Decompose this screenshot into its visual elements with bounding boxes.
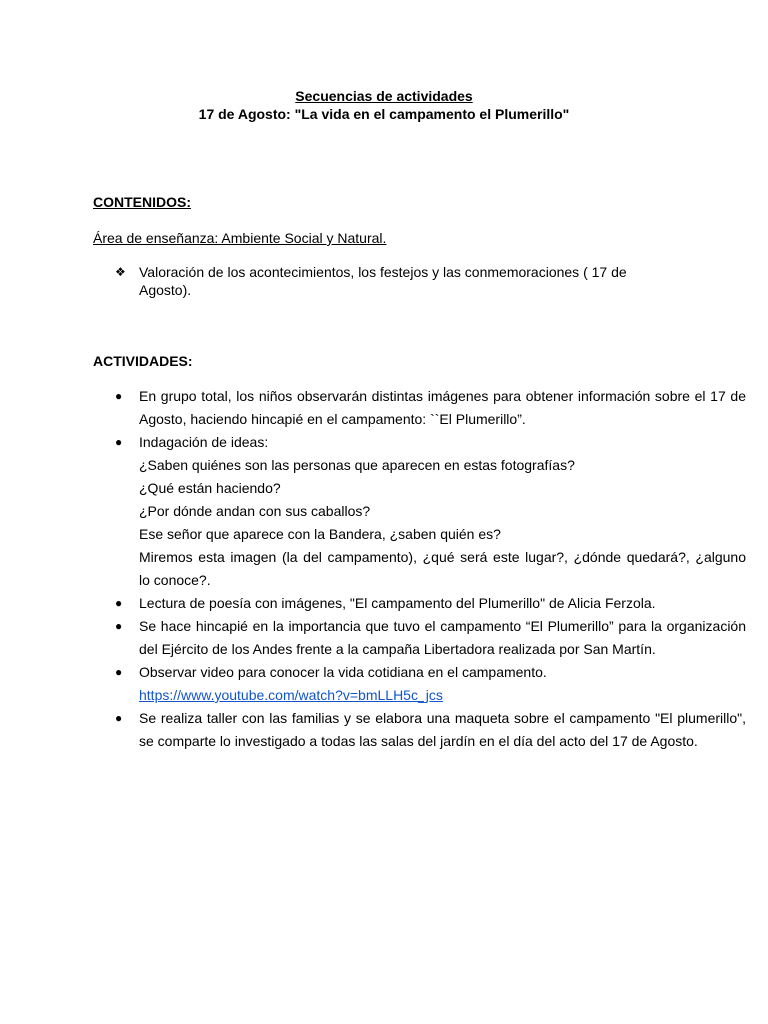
- actividad-item: [115, 431, 746, 592]
- bullet-icon: ●: [115, 619, 123, 633]
- actividad-line: ¿Qué están haciendo?: [139, 480, 281, 496]
- actividad-item: [115, 592, 746, 615]
- actividad-line: En grupo total, los niños observarán distintas imágenes para obtener información sobre el 17 de: [139, 388, 746, 404]
- bullet-icon: ●: [115, 389, 123, 403]
- document-title: [0, 87, 768, 105]
- actividad-line: Indagación de ideas:: [139, 434, 269, 450]
- bullet-icon: ●: [115, 596, 123, 610]
- actividad-line: lo conoce?.: [139, 572, 211, 588]
- actividad-line: se comparte lo investigado a todas las salas del jardín en el día del acto del 17 de Agosto.: [139, 733, 698, 749]
- contenidos-list-item: [115, 263, 655, 299]
- contenidos-item-text: [139, 263, 655, 299]
- actividad-line: Agosto, haciendo hincapié en el campamento: ``El Plumerillo”.: [139, 411, 526, 427]
- actividad-line: Observar video para conocer la vida cotidiana en el campamento.: [139, 664, 547, 680]
- contenidos-item-line: Valoración de los acontecimientos, los festejos y las conmemoraciones ( 17 de: [139, 264, 627, 280]
- actividad-line: Miremos esta imagen (la del campamento), ¿qué será este lugar?, ¿dónde quedará?, ¿alguno: [139, 549, 746, 565]
- document-title-text: Secuencias de actividades: [295, 88, 473, 104]
- actividad-line: Se realiza taller con las familias y se elabora una maqueta sobre el campamento "El plumerillo",: [139, 710, 746, 726]
- video-link-line: [139, 684, 746, 707]
- actividad-line: Se hace hincapié en la importancia que tuvo el campamento “El Plumerillo” para la organización: [139, 618, 746, 634]
- actividad-line: del Ejército de los Andes frente a la campaña Libertadora realizada por San Martín.: [139, 641, 656, 657]
- actividad-line: Ese señor que aparece con la Bandera, ¿saben quién es?: [139, 526, 501, 542]
- actividad-item: [115, 661, 746, 707]
- actividad-line: ¿Saben quiénes son las personas que aparecen en estas fotografías?: [139, 457, 575, 473]
- actividad-item: [115, 385, 746, 431]
- actividad-item: [115, 707, 746, 753]
- bullet-icon: ●: [115, 711, 123, 725]
- actividad-line: ¿Por dónde andan con sus caballos?: [139, 503, 371, 519]
- area-de-ensenanza: Área de enseñanza: Ambiente Social y Natural.: [93, 230, 387, 246]
- bullet-icon: ●: [115, 435, 123, 449]
- document-subtitle: 17 de Agosto: "La vida en el campamento el Plumerillo": [198, 106, 570, 122]
- actividades-heading: ACTIVIDADES:: [93, 353, 193, 369]
- contenidos-item-line: Agosto).: [139, 282, 192, 298]
- youtube-video-link[interactable]: https://www.youtube.com/watch?v=bmLLH5c_jcs: [139, 687, 443, 703]
- actividad-line: Lectura de poesía con imágenes, "El campamento del Plumerillo" de Alicia Ferzola.: [139, 595, 656, 611]
- contenidos-heading: CONTENIDOS:: [93, 194, 191, 210]
- bullet-icon: ●: [115, 665, 123, 679]
- diamond-bullet-icon: ❖: [115, 265, 126, 279]
- actividad-item: [115, 615, 746, 661]
- actividades-list: [115, 385, 746, 753]
